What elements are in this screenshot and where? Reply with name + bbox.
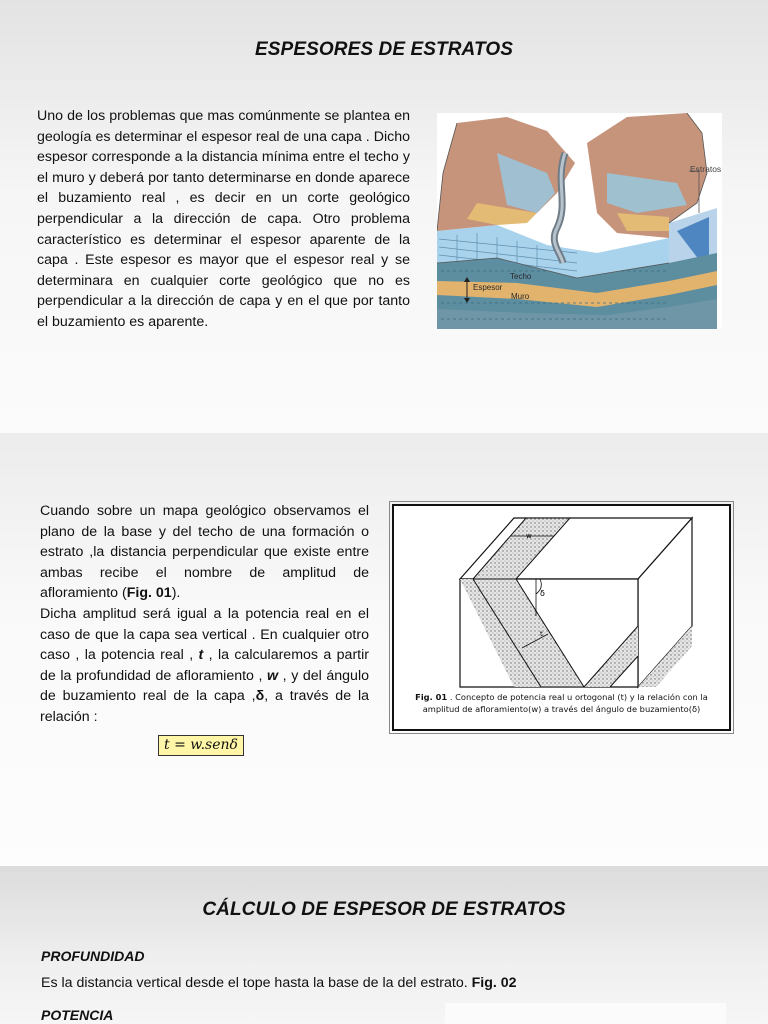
figure-02-placeholder (445, 1003, 726, 1024)
label-muro: Muro (511, 292, 530, 301)
label-t: t (540, 630, 543, 638)
figure-caption (400, 692, 723, 715)
potencia-block-diagram (394, 506, 729, 691)
para-b3: , y del ángulo de buzamiento real de la capa , (40, 667, 369, 705)
strata-illustration (437, 113, 722, 329)
slide-calculo (0, 866, 768, 1024)
var-delta: δ (255, 688, 265, 705)
slide-title: ESPESORES DE ESTRATOS (255, 39, 513, 60)
subtitle-profundidad: PROFUNDIDAD (41, 948, 145, 964)
profundidad-text (41, 975, 517, 991)
potencia-figure (392, 504, 731, 731)
label-delta: δ (540, 589, 545, 598)
label-w: w (526, 532, 532, 540)
para-b1: Dicha amplitud será igual a la potencia real en el caso de que la capa sea vertical . En cualquier otro caso , la potencia real , (40, 605, 369, 664)
label-espesor: Espesor (473, 283, 503, 292)
var-t: t (198, 647, 204, 664)
para-a-end: ). (171, 585, 181, 602)
amplitude-paragraph (40, 501, 369, 728)
intro-paragraph: Uno de los problemas que mas comúnmente se plantea en geología es determinar el espesor real de una capa . Dicho espesor corresponde a la distancia mínima entre el techo y el muro y deberá por tanto determinarse en donde aparece el buzamiento real , es decir en un corte geológico perpendicular a la dirección de capa. Otro problema característico es determinar el espesor aparente de la capa . Este espesor es mayor que el espesor real y se determinara en cualquier corte geológico que no es perpendicular a la dirección de capa y en el que por tanto el buzamiento es aparente. (37, 108, 410, 330)
var-w: w (267, 667, 279, 684)
label-techo: Techo (510, 272, 532, 281)
para-b2: , la calcularemos a partir de la profundidad de afloramiento , (40, 647, 369, 684)
slide-title-calculo: CÁLCULO DE ESPESOR DE ESTRATOS (202, 899, 566, 920)
strata-block-diagram (437, 113, 722, 329)
fig02-reference: Fig. 02 (471, 975, 517, 991)
subtitle-potencia: POTENCIA (41, 1007, 114, 1023)
slide-espesores (0, 0, 768, 433)
para-a: Cuando sobre un mapa geológico observamos el plano de la base y del techo de una formación o estrato ,la distancia perpendicular que existe entre ambas recibe el nombre de amplitud de afloramiento ( (40, 503, 369, 602)
caption-ref: Fig. 01 (415, 692, 448, 702)
formula-box: t = w.senδ (158, 735, 244, 756)
caption-text: . Concepto de potencia real u ortogonal (t) y la relación con la amplitud de afloramiento(w) a través del ángulo de buzamiento(δ) (422, 692, 708, 714)
para-b4: , a través de la relación : (40, 688, 370, 725)
label-estratos: Estratos (690, 164, 722, 174)
profundidad-def: Es la distancia vertical desde el tope hasta la base de la del estrato. (41, 975, 472, 991)
fig-reference: Fig. 01 (126, 585, 172, 602)
slide-amplitud (0, 433, 768, 866)
